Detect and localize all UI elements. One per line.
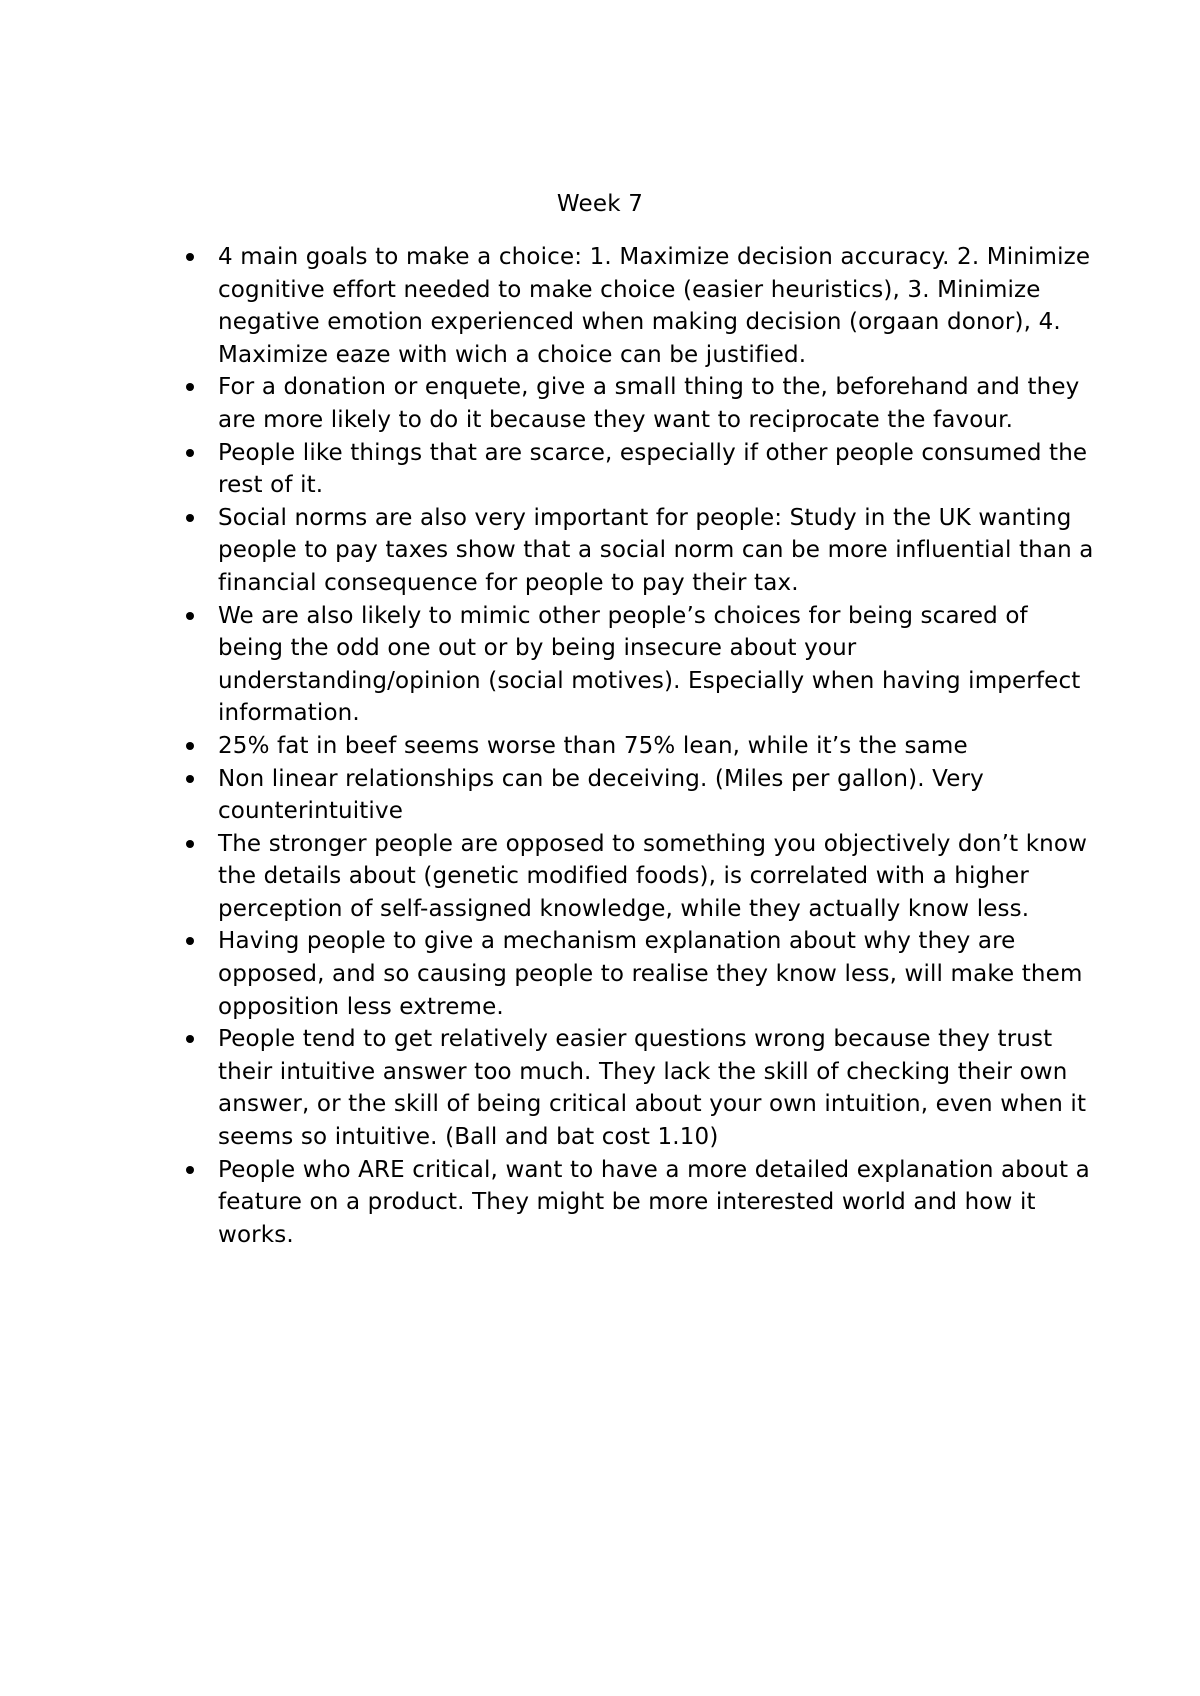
list-item-text: The stronger people are opposed to something you objectively don’t know the details about (genetic modified foods), is correlated with a higher perception of self-assigned knowledge, while they actually know less. bbox=[218, 830, 1088, 922]
list-item bbox=[218, 828, 1098, 926]
list-item-text: People like things that are scarce, especially if other people consumed the rest of it. bbox=[218, 439, 1088, 499]
bullet-icon bbox=[186, 449, 194, 457]
bullet-icon bbox=[186, 840, 194, 848]
list-item bbox=[218, 1154, 1098, 1252]
list-item-text: For a donation or enquete, give a small thing to the, beforehand and they are more likely to do it because they want to reciprocate the favour. bbox=[218, 374, 1080, 433]
list-item bbox=[218, 371, 1098, 436]
list-item bbox=[218, 730, 1098, 763]
list-item-text: People who ARE critical, want to have a more detailed explanation about a feature on a product. They might be more interested world and how it works. bbox=[218, 1156, 1090, 1248]
list-item-text: Having people to give a mechanism explanation about why they are opposed, and so causing people to realise they know less, will make them opposition less extreme. bbox=[218, 928, 1083, 1020]
list-item bbox=[218, 600, 1098, 730]
bullet-list bbox=[218, 241, 1098, 1251]
page-title: Week 7 bbox=[556, 191, 644, 217]
list-item-text: Non linear relationships can be deceiving. (Miles per gallon). Very counterintuitive bbox=[218, 765, 984, 825]
list-item bbox=[218, 437, 1098, 502]
bullet-icon bbox=[186, 937, 194, 945]
bullet-icon bbox=[186, 383, 194, 391]
list-item bbox=[218, 502, 1098, 600]
list-item bbox=[218, 241, 1098, 371]
bullet-icon bbox=[186, 253, 194, 261]
list-item-text: Social norms are also very important for people: Study in the UK wanting people to pay taxes show that a social norm can be more influential than a financial consequence for people to pay their tax. bbox=[218, 504, 1094, 596]
bullet-icon bbox=[186, 742, 194, 750]
list-item bbox=[218, 925, 1098, 1023]
bullet-icon bbox=[186, 775, 194, 783]
list-item-text: 4 main goals to make a choice: 1. Maximize decision accuracy. 2. Minimize cognitive effort needed to make choice (easier heuristics), 3. Minimize negative emotion experienced when making decision (orgaan donor), 4. Maximize eaze with wich a choice can be justified. bbox=[218, 244, 1091, 368]
bullet-icon bbox=[186, 514, 194, 522]
bullet-icon bbox=[186, 612, 194, 620]
bullet-icon bbox=[186, 1166, 194, 1174]
list-item-text: 25% fat in beef seems worse than 75% lean, while it’s the same bbox=[218, 732, 968, 759]
list-item bbox=[218, 763, 1098, 828]
list-item-text: People tend to get relatively easier questions wrong because they trust their intuitive answer too much. They lack the skill of checking their own answer, or the skill of being critical about your own intuition, even when it seems so intuitive. (Ball and bat cost 1.10) bbox=[218, 1026, 1087, 1151]
list-item-text: We are also likely to mimic other people’s choices for being scared of being the odd one out or by being insecure about your understanding/opinion (social motives). Especially when having imperfect information. bbox=[218, 602, 1081, 727]
list-item bbox=[218, 1023, 1098, 1153]
bullet-icon bbox=[186, 1035, 194, 1043]
